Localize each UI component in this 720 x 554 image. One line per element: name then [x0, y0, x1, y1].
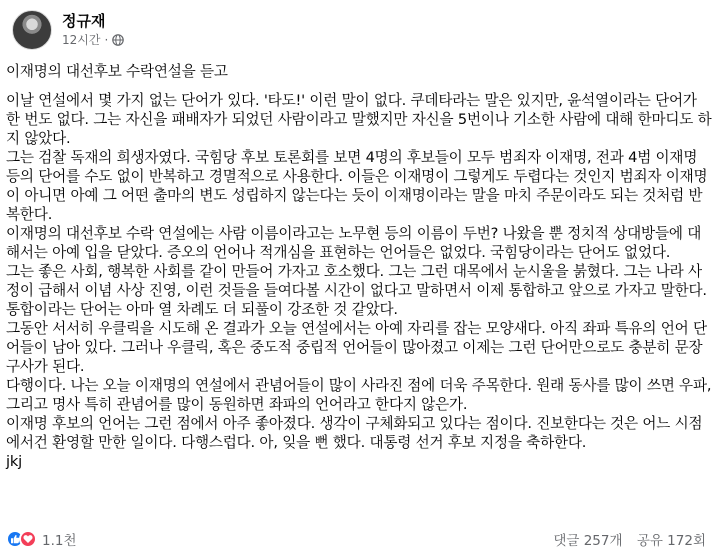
- separator-dot: ·: [104, 33, 109, 47]
- post-stats: [553, 529, 706, 549]
- post-title: 이재명의 대선후보 수락연설을 듣고: [6, 63, 228, 80]
- signature: jkj: [6, 453, 22, 470]
- post-footer: [6, 528, 706, 550]
- post-body: [6, 62, 712, 471]
- post-header: [12, 6, 124, 54]
- post-time[interactable]: 12시간: [62, 33, 101, 47]
- author-name[interactable]: 정규재: [62, 12, 106, 30]
- share-count[interactable]: 공유 172회: [636, 533, 706, 549]
- paragraph: 이재명 후보의 언어는 그런 점에서 아주 좋아졌다. 생각이 구체화되고 있다는 점이다. 진보한다는 것은 어느 시점에서건 환영할 만한 일이다. 다행스럽다. 아, 잊을 뻔 했다. 대통령 선거 후보 지정을 축하한다.: [6, 415, 703, 451]
- paragraph: 그는 좋은 사회, 행복한 사회를 같이 만들어 가자고 호소했다. 그는 그런 대목에서 눈시울을 붉혔다. 그는 나라 사정이 급해서 이념 사상 진영, 이런 것들을 들여다볼 시간이 없다고 말하면서 이제 통합하고 앞으로 가자고 말한다. 통합이라는 단어는 아마 열 차례도 더 되풀이 강조한 것 같았다.: [6, 263, 707, 318]
- avatar[interactable]: [12, 10, 52, 50]
- globe-icon[interactable]: [112, 34, 124, 46]
- paragraph: 그동안 서서히 우클릭을 시도해 온 결과가 오늘 연설에서는 아예 자리를 잡는 모양새다. 아직 좌파 특유의 언어 단어들이 남아 있다. 그러나 우클릭, 혹은 중도적 중립적 언어들이 많아졌고 이제는 그런 단어만으로도 충분히 문장 구사가 된다.: [6, 320, 707, 375]
- paragraph: 다행이다. 나는 오늘 이재명의 연설에서 관념어들이 많이 사라진 점에 더욱 주목한다. 원래 동사를 많이 쓰면 우파, 그리고 명사 특히 관념어를 많이 동원하면 좌파의 언어라고 한다지 않은가.: [6, 377, 712, 413]
- paragraph: 이재명의 대선후보 수락 연설에는 사람 이름이라고는 노무현 등의 이름이 두번? 나왔을 뿐 정치적 상대방들에 대해서는 아예 입을 닫았다. 증오의 언어나 적개심을 표현하는 언어들은 없었다. 국힘당이라는 단어도 없었다.: [6, 225, 702, 261]
- reaction-count[interactable]: 1.1천: [42, 533, 77, 549]
- comment-count[interactable]: 댓글 257개: [553, 533, 623, 549]
- post-subline: [62, 32, 124, 48]
- paragraph: 이날 연설에서 몇 가지 없는 단어가 있다. '타도!' 이런 말이 없다. 쿠데타라는 말은 있지만, 윤석열이라는 단어가 한 번도 없다. 그는 자신을 패배자가 되었던 사람이라고 말했지만 자신을 5번이나 기소한 사람에 대해 한마디도 하지 않았다.: [6, 92, 712, 147]
- reactions-summary[interactable]: [6, 529, 77, 549]
- paragraph: 그는 검찰 독재의 희생자였다. 국힘당 후보 토론회를 보면 4명의 후보들이 모두 범죄자 이재명, 전과 4범 이재명 등의 단어를 수도 없이 반복하고 경멸적으로 사용한다. 이들은 이재명이 그렇게도 두렵다는 것인지 범죄자 이재명이 아니면 아예 그 어떤 출마의 변도 성립하지 않는다는 듯이 이재명이라는 말을 마치 주문이라도 되는 것처럼 반복한다.: [6, 149, 708, 223]
- post-meta: [62, 12, 124, 48]
- love-icon: [19, 530, 37, 548]
